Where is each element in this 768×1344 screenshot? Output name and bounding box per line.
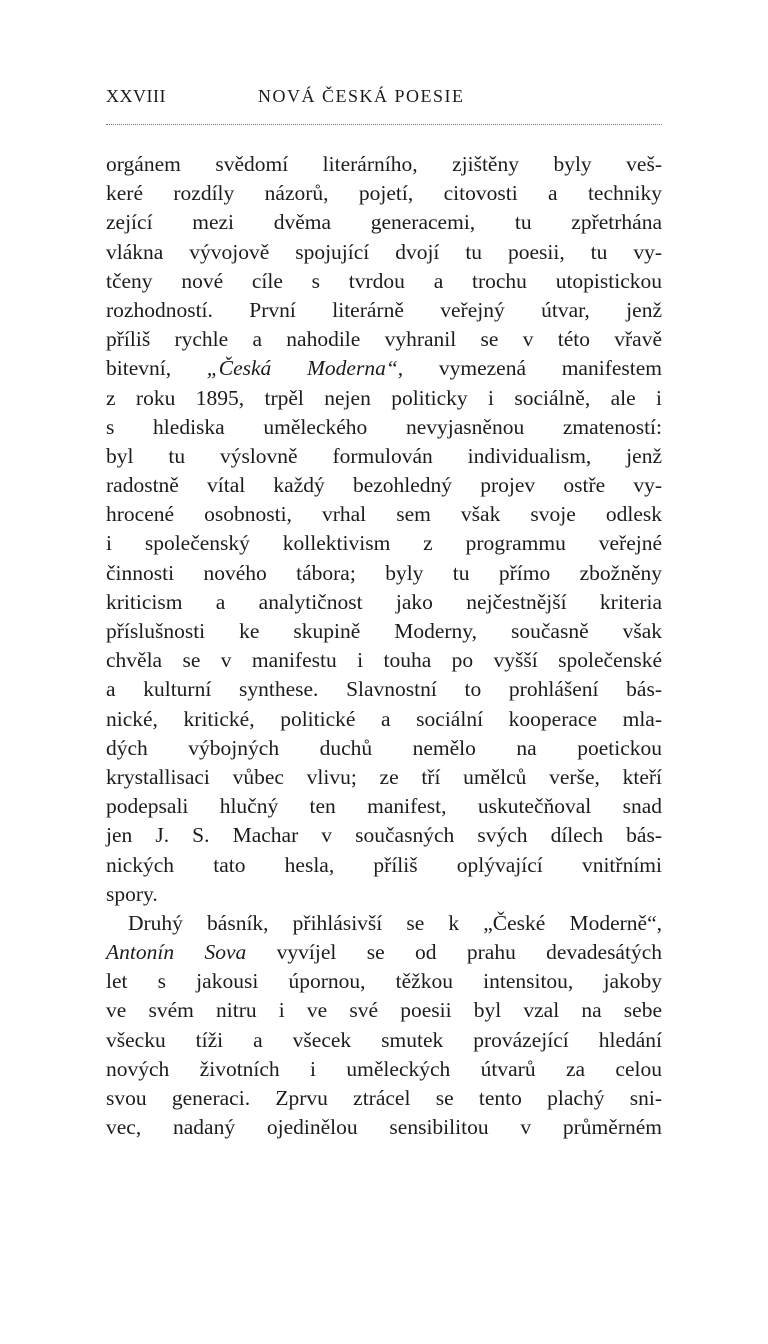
text-line: a kulturní synthese. Slavnostní to prohlášení bás-	[106, 677, 662, 702]
text-line: orgánem svědomí literárního, zjištěny byly veš-	[106, 152, 662, 176]
text-line: příliš rychle a nahodile vyhranil se v této vřavě	[106, 327, 662, 352]
text-line: kriticism a analytičnost jako nejčestnější kriteria	[106, 589, 662, 614]
text-line: radostně vítal každý bezohledný projev ostře vy-	[106, 473, 662, 498]
text-line: vec, nadaný ojedinělou sensibilitou v průměrném	[106, 1115, 662, 1140]
text-line: chvěla se v manifestu i touha po vyšší společenské	[106, 648, 662, 673]
text-line: z roku 1895, trpěl nejen politicky i sociálně, ale i	[106, 385, 662, 410]
header-rule	[106, 124, 662, 125]
running-head: NOVÁ ČESKÁ POESIE	[258, 86, 465, 106]
text-line: spory.	[106, 881, 158, 906]
text-line: krystallisaci vůbec vlivu; ze tří umělců verše, kteří	[106, 764, 662, 789]
text-line: vlákna vývojově spojující dvojí tu poesii, tu vy-	[106, 239, 662, 264]
text-line	[106, 354, 662, 383]
text-line: nické, kritické, politické a sociální kooperace mla-	[106, 706, 662, 731]
text-line: zející mezi dvěma generacemi, tu zpřetrhána	[106, 210, 662, 235]
text-line: všecku tíži a všecek smutek provázející hledání	[106, 1027, 662, 1052]
text-line: ve svém nitru i ve své poesii byl vzal na sebe	[106, 998, 662, 1023]
text-line: jen J. S. Machar v současných svých dílech bás-	[106, 823, 662, 848]
text-line: hrocené osobnosti, vrhal sem však svoje odlesk	[106, 502, 662, 527]
italic-author-name: Antonín Sova	[106, 940, 247, 965]
page-header	[106, 78, 662, 114]
text-line: i společenský kollektivism z programmu veřejné	[106, 531, 662, 556]
text-line: Druhý básník, přihlásivší se k „České Moderně“,	[128, 910, 662, 935]
text-line: svou generaci. Zprvu ztrácel se tento plachý sni-	[106, 1086, 662, 1110]
page-number: XXVIII	[106, 86, 166, 106]
body-text	[106, 150, 662, 1142]
text-fragment: bitevní,	[106, 356, 207, 381]
text-line: rozhodností. První literárně veřejný útvar, jenž	[106, 297, 662, 322]
text-line: nových životních i uměleckých útvarů za celou	[106, 1056, 662, 1081]
text-line: let s jakousi úpornou, těžkou intensitou, jakoby	[106, 969, 662, 994]
text-line: nických tato hesla, příliš oplývající vnitřními	[106, 852, 662, 877]
text-line: byl tu výslovně formulován individualism, jenž	[106, 443, 662, 468]
text-line: keré rozdíly názorů, pojetí, citovosti a techniky	[106, 181, 662, 206]
text-line	[106, 938, 662, 967]
text-line: příslušnosti ke skupině Moderny, současně však	[106, 619, 662, 643]
text-fragment: vymezená manifestem	[403, 356, 662, 381]
text-line: činnosti nového tábora; byly tu přímo zbožněny	[106, 560, 662, 585]
italic-title: „Česká Moderna“,	[206, 356, 404, 381]
text-fragment: vyvíjel se od prahu devadesátých	[246, 940, 662, 965]
text-line: dých výbojných duchů nemělo na poetickou	[106, 735, 662, 760]
text-line: tčeny nové cíle s tvrdou a trochu utopistickou	[106, 268, 662, 293]
text-line: podepsali hlučný ten manifest, uskutečňoval snad	[106, 794, 662, 819]
text-line: s hlediska uměleckého nevyjasněnou zmateností:	[106, 414, 662, 439]
